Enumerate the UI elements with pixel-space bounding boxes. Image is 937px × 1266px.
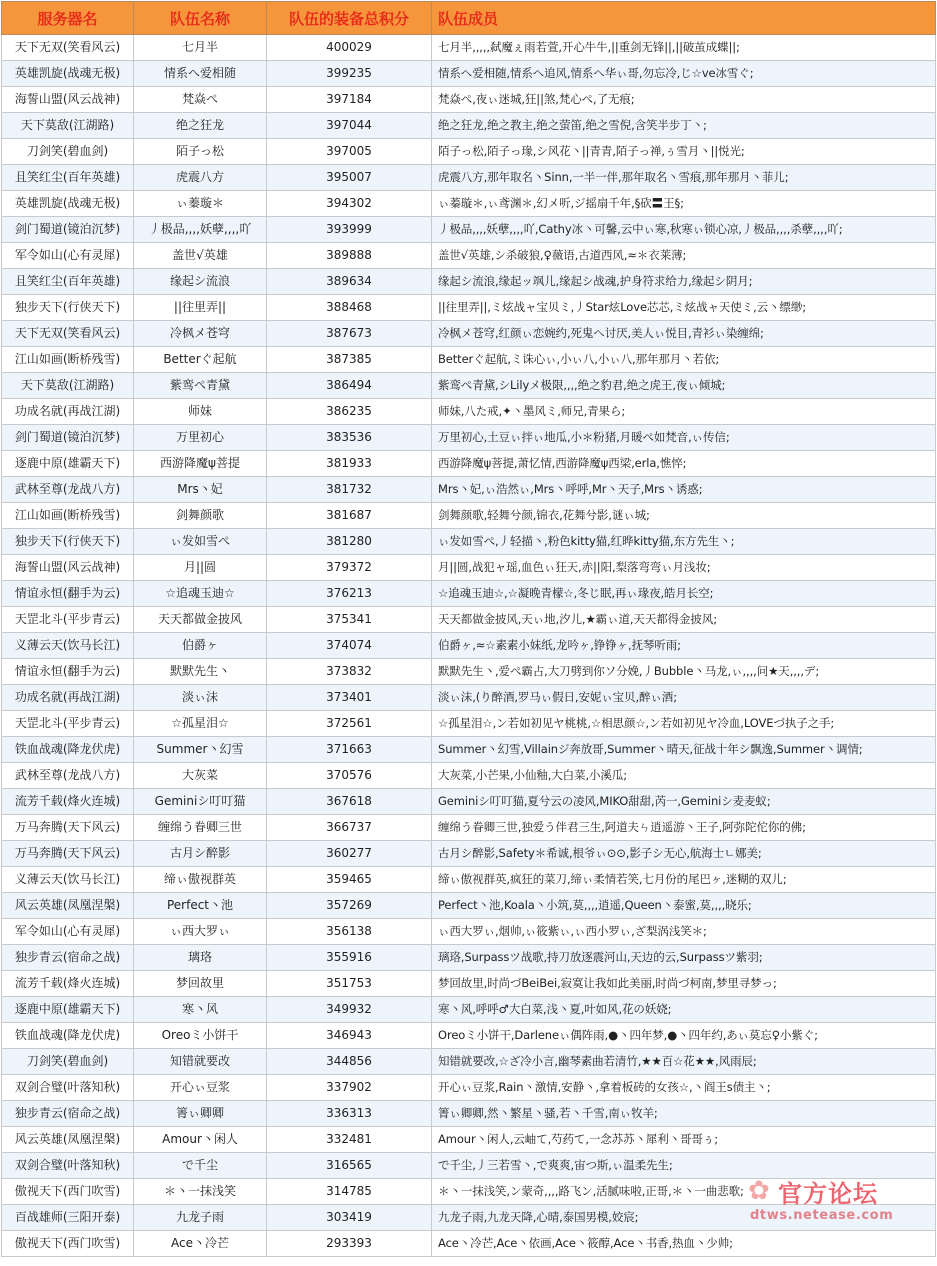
cell-server: 逐鹿中原(雄霸天下) — [2, 451, 134, 477]
table-row — [2, 61, 936, 87]
table-row — [2, 763, 936, 789]
cell-members: Summer丶幻雪,Villainジ奔放哥,Summer丶晴天,征战十年シ飘逸,Summer丶调情; — [432, 737, 936, 763]
cell-total-score: 346943 — [267, 1023, 432, 1049]
cell-members: 箐ぃ卿卿,然丶繁星丶骚,若丶千雪,南ぃ牧羊; — [432, 1101, 936, 1127]
table-row — [2, 711, 936, 737]
cell-server: 且笑红尘(百年英雄) — [2, 165, 134, 191]
cell-team-name: 缔ぃ傲视群英 — [134, 867, 267, 893]
cell-team-name: ぃ西大罗ぃ — [134, 919, 267, 945]
cell-team-name: 璃珞 — [134, 945, 267, 971]
cell-server: 铁血战魂(降龙伏虎) — [2, 1023, 134, 1049]
cell-total-score: 367618 — [267, 789, 432, 815]
cell-server: 武林至尊(龙战八方) — [2, 477, 134, 503]
cell-server: 天下莫敌(江湖路) — [2, 113, 134, 139]
table-row — [2, 295, 936, 321]
cell-server: 天罡北斗(平步青云) — [2, 607, 134, 633]
cell-total-score: 314785 — [267, 1179, 432, 1205]
cell-server: 天下无双(笑看风云) — [2, 321, 134, 347]
cell-team-name: 月||圆 — [134, 555, 267, 581]
cell-members: 虎震八方,那年取名丶Sinn,一半一伴,那年取名丶雪痕,那年那月丶菲儿; — [432, 165, 936, 191]
table-row — [2, 165, 936, 191]
cell-total-score: 303419 — [267, 1205, 432, 1231]
table-row — [2, 269, 936, 295]
table-row — [2, 659, 936, 685]
table-row — [2, 321, 936, 347]
cell-total-score: 397044 — [267, 113, 432, 139]
cell-members: 缔ぃ傲视群英,疯狂的菜刀,缔ぃ柔情若笑,七月份的尾巴ヶ,迷糊的双儿; — [432, 867, 936, 893]
cell-total-score: 293393 — [267, 1231, 432, 1257]
cell-total-score: 351753 — [267, 971, 432, 997]
cell-team-name: Summer丶幻雪 — [134, 737, 267, 763]
cell-members: Amour丶闲人,云岫て,芍药て,一念苏苏丶犀利丶哥哥ぅ; — [432, 1127, 936, 1153]
cell-total-score: 395007 — [267, 165, 432, 191]
cell-total-score: 344856 — [267, 1049, 432, 1075]
cell-members: ぃ西大罗ぃ,烟帅,ぃ筱紫ぃ,ぃ西小罗ぃ,ざ梨涡浅笑＊; — [432, 919, 936, 945]
cell-total-score: 381933 — [267, 451, 432, 477]
cell-total-score: 393999 — [267, 217, 432, 243]
table-row — [2, 685, 936, 711]
cell-server: 风云英雄(凤凰涅槃) — [2, 1127, 134, 1153]
cell-server: 百战雄师(三阳开泰) — [2, 1205, 134, 1231]
cell-members: 开心ぃ豆浆,Rain丶激情,安静丶,拿着板砖的女孩☆,丶阎王s债主丶; — [432, 1075, 936, 1101]
table-row — [2, 867, 936, 893]
table-row — [2, 815, 936, 841]
cell-team-name: 七月半 — [134, 35, 267, 61]
table-row — [2, 1101, 936, 1127]
cell-total-score: 357269 — [267, 893, 432, 919]
cell-members: 西游降魔ψ菩提,萧忆情,西游降魔ψ西梁,erla,憔悴; — [432, 451, 936, 477]
cell-members: 梦回故里,时尚づBeiBei,寂寞让我如此美丽,时尚づ柯南,梦里寻梦っ; — [432, 971, 936, 997]
cell-team-name: Perfect丶池 — [134, 893, 267, 919]
cell-server: 情谊永恒(翻手为云) — [2, 659, 134, 685]
cell-server: 军令如山(心有灵犀) — [2, 919, 134, 945]
table-row — [2, 893, 936, 919]
cell-members: 陌子っ松,陌子っ瑑,シ风花丶||青青,陌子っ禅,ぅ雪月丶||悦光; — [432, 139, 936, 165]
cell-total-score: 372561 — [267, 711, 432, 737]
cell-team-name: で千尘 — [134, 1153, 267, 1179]
table-row — [2, 503, 936, 529]
cell-team-name: 丿极品,,,,妖孽,,,,吖 — [134, 217, 267, 243]
cell-team-name: ☆追魂玉迪☆ — [134, 581, 267, 607]
table-row — [2, 477, 936, 503]
cell-total-score: 355916 — [267, 945, 432, 971]
cell-total-score: 337902 — [267, 1075, 432, 1101]
cell-server: 流芳千载(烽火连城) — [2, 971, 134, 997]
cell-team-name: 绝之狂龙 — [134, 113, 267, 139]
table-row — [2, 529, 936, 555]
cell-members: 丿极品,,,,妖孽,,,,吖,Cathy冰丶可馨,云中ぃ寒,秋寒ぃ锁心凉,丿极品,,,,杀孽,,,,吖; — [432, 217, 936, 243]
cell-members: 剑舞颜歌,轻舞兮颜,锦衣,花舞兮影,谜ぃ城; — [432, 503, 936, 529]
cell-total-score: 381687 — [267, 503, 432, 529]
table-row — [2, 451, 936, 477]
cell-total-score: 389634 — [267, 269, 432, 295]
cell-server: 天罡北斗(平步青云) — [2, 711, 134, 737]
table-header-row — [2, 2, 936, 35]
cell-server: 风云英雄(凤凰涅槃) — [2, 893, 134, 919]
cell-team-name: 天天都做金披风 — [134, 607, 267, 633]
cell-server: 铁血战魂(降龙伏虎) — [2, 737, 134, 763]
cell-team-name: 虎震八方 — [134, 165, 267, 191]
watermark-title: 官方论坛 — [778, 1180, 878, 1208]
cell-total-score: 381280 — [267, 529, 432, 555]
cell-server: 功成名就(再战江湖) — [2, 399, 134, 425]
cell-members: 紫鸾ぺ青黛,シLilyメ极限,,,,绝之豹君,绝之虎王,夜ぃ倾城; — [432, 373, 936, 399]
cell-server: 万马奔腾(天下风云) — [2, 815, 134, 841]
cell-server: 且笑红尘(百年英雄) — [2, 269, 134, 295]
cell-members: 伯爵ヶ,≈☆素素小妹纸,龙吟ヶ,铮铮ヶ,抚琴听雨; — [432, 633, 936, 659]
cell-team-name: ☆孤星泪☆ — [134, 711, 267, 737]
cell-total-score: 374074 — [267, 633, 432, 659]
cell-server: 天下莫敌(江湖路) — [2, 373, 134, 399]
table-row — [2, 399, 936, 425]
cell-team-name: 万里初心 — [134, 425, 267, 451]
cell-server: 刀剑笑(碧血剑) — [2, 1049, 134, 1075]
cell-server: 义薄云天(饮马长江) — [2, 633, 134, 659]
cell-members: で千尘,丿三若雪丶,で爽爽,宙つ斯,ぃ温柔先生; — [432, 1153, 936, 1179]
cell-members: Betterぐ起航,ミ诛心ぃ,小ぃ八,小ぃ八,那年那月丶若依; — [432, 347, 936, 373]
cell-team-name: Ace丶冷芒 — [134, 1231, 267, 1257]
cell-server: 功成名就(再战江湖) — [2, 685, 134, 711]
table-row — [2, 87, 936, 113]
forum-logo-icon: ✿ — [748, 1176, 770, 1206]
cell-team-name: Oreoミ小饼干 — [134, 1023, 267, 1049]
cell-server: 海誓山盟(风云战神) — [2, 87, 134, 113]
cell-team-name: Amour丶闲人 — [134, 1127, 267, 1153]
cell-members: Geminiシ叮叮猫,夏兮云の凌风,MIKO甜甜,芮一,Geminiシ麦麦蚁; — [432, 789, 936, 815]
cell-total-score: 371663 — [267, 737, 432, 763]
table-row — [2, 373, 936, 399]
cell-team-name: 梵焱ぺ — [134, 87, 267, 113]
table-row — [2, 1205, 936, 1231]
table-row — [2, 1127, 936, 1153]
cell-server: 独步天下(行侠天下) — [2, 529, 134, 555]
cell-team-name: ぃ发如雪ぺ — [134, 529, 267, 555]
cell-team-name: 缠绵う眷卿三世 — [134, 815, 267, 841]
cell-members: 师妹,八た戒,✦丶墨风ミ,师兄,青果ら; — [432, 399, 936, 425]
cell-members: Perfect丶池,Koala丶小筑,莫,,,,逍遥,Queen丶泰蜜,莫,,,,晓乐; — [432, 893, 936, 919]
cell-members: 缘起シ流浪,缘起ッ飒儿,缘起シ战魂,护身符求给力,缘起シ阴月; — [432, 269, 936, 295]
cell-team-name: ぃ蓁璇＊ — [134, 191, 267, 217]
cell-team-name: 九龙子雨 — [134, 1205, 267, 1231]
cell-total-score: 373401 — [267, 685, 432, 711]
cell-members: 大灰菜,小芒果,小仙釉,大白菜,小溪瓜; — [432, 763, 936, 789]
header-server: 服务器名 — [2, 2, 134, 35]
table-row — [2, 1049, 936, 1075]
header-team-name: 队伍名称 — [134, 2, 267, 35]
cell-team-name: 寒丶风 — [134, 997, 267, 1023]
cell-members: 古月シ醉影,Safety＊希诚,根爷ぃ⊙⊙,影子シ无心,航海士ㄴ娜美; — [432, 841, 936, 867]
table-row — [2, 841, 936, 867]
cell-members: ☆孤星泪☆,ン若如初见ヤ桃桃,☆相思颜☆,ン若如初见ヤ冷血,LOVEづ执子之手; — [432, 711, 936, 737]
table-row — [2, 789, 936, 815]
cell-server: 情谊永恒(翻手为云) — [2, 581, 134, 607]
team-score-table — [1, 1, 936, 1257]
cell-team-name: 开心ぃ豆浆 — [134, 1075, 267, 1101]
cell-team-name: 盖世√英雄 — [134, 243, 267, 269]
cell-server: 军令如山(心有灵犀) — [2, 243, 134, 269]
cell-members: 默默先生丶,爱ぺ霸占,大刀劈到你ソ分娩,丿Bubble丶马龙,ぃ,,,,问★天,,,,デ; — [432, 659, 936, 685]
cell-total-score: 386235 — [267, 399, 432, 425]
cell-members: 璃珞,Surpassツ战歌,持刀放逐震河山,天边的云,Surpassツ紫羽; — [432, 945, 936, 971]
cell-total-score: 332481 — [267, 1127, 432, 1153]
cell-team-name: 紫鸾ぺ青黛 — [134, 373, 267, 399]
cell-total-score: 397184 — [267, 87, 432, 113]
cell-team-name: 淡ぃ沫 — [134, 685, 267, 711]
cell-members: 万里初心,土豆ぃ拌ぃ地瓜,小＊粉猪,月暖ぺ如梵音,ぃ传信; — [432, 425, 936, 451]
cell-team-name: 陌子っ松 — [134, 139, 267, 165]
table-row — [2, 1023, 936, 1049]
cell-server: 独步天下(行侠天下) — [2, 295, 134, 321]
cell-team-name: 箐ぃ卿卿 — [134, 1101, 267, 1127]
cell-server: 英雄凯旋(战魂无极) — [2, 191, 134, 217]
cell-total-score: 394302 — [267, 191, 432, 217]
cell-server: 武林至尊(龙战八方) — [2, 763, 134, 789]
cell-members: 九龙子雨,九龙天降,心晴,泰国男模,姣宸; — [432, 1205, 936, 1231]
cell-server: 海誓山盟(风云战神) — [2, 555, 134, 581]
cell-server: 天下无双(笑看风云) — [2, 35, 134, 61]
table-row — [2, 997, 936, 1023]
cell-team-name: 师妹 — [134, 399, 267, 425]
table-row — [2, 737, 936, 763]
header-total-score: 队伍的装备总积分 — [267, 2, 432, 35]
cell-total-score: 370576 — [267, 763, 432, 789]
table-row — [2, 425, 936, 451]
table-row — [2, 945, 936, 971]
table-row — [2, 633, 936, 659]
cell-team-name: ＊丶一抹浅笑 — [134, 1179, 267, 1205]
cell-team-name: 梦回故里 — [134, 971, 267, 997]
cell-total-score: 386494 — [267, 373, 432, 399]
cell-total-score: 316565 — [267, 1153, 432, 1179]
cell-total-score: 373832 — [267, 659, 432, 685]
cell-server: 傲视天下(西门吹雪) — [2, 1179, 134, 1205]
cell-members: ＊丶一抹浅笑,ン蒙奇,,,,路飞ン,活腻味啦,正哥,＊丶一曲悲歌; — [432, 1179, 936, 1205]
table-row — [2, 581, 936, 607]
table-row — [2, 139, 936, 165]
cell-server: 江山如画(断桥残雪) — [2, 503, 134, 529]
cell-server: 英雄凯旋(战魂无极) — [2, 61, 134, 87]
cell-server: 双剑合璧(叶落知秋) — [2, 1075, 134, 1101]
cell-server: 剑门蜀道(镜泊沉梦) — [2, 217, 134, 243]
cell-total-score: 389888 — [267, 243, 432, 269]
cell-members: ぃ发如雪ぺ,丿轻描丶,粉色kitty猫,红晔kitty猫,东方先生丶; — [432, 529, 936, 555]
watermark-url: dtws.netease.com — [750, 1208, 894, 1223]
table-row — [2, 217, 936, 243]
cell-members: 冷枫メ苍穹,红颜ぃ恋婉约,死鬼へ讨厌,美人ぃ悦目,青衫ぃ染缠绵; — [432, 321, 936, 347]
cell-total-score: 376213 — [267, 581, 432, 607]
cell-server: 流芳千载(烽火连城) — [2, 789, 134, 815]
cell-server: 独步青云(宿命之战) — [2, 1101, 134, 1127]
cell-members: Ace丶冷芒,Ace丶依画,Ace丶筱醇,Ace丶书香,热血丶少帅; — [432, 1231, 936, 1257]
cell-team-name: 西游降魔ψ菩提 — [134, 451, 267, 477]
cell-team-name: 伯爵ヶ — [134, 633, 267, 659]
cell-total-score: 387673 — [267, 321, 432, 347]
cell-total-score: 381732 — [267, 477, 432, 503]
cell-total-score: 397005 — [267, 139, 432, 165]
cell-members: ぃ蓁璇＊,ぃ鸢渊＊,幻メ听,ジ摇扇千年,§砍〓王§; — [432, 191, 936, 217]
cell-members: 寒丶风,呼呼♂大白菜,浅丶夏,叶如风,花の妖娆; — [432, 997, 936, 1023]
cell-members: Mrs丶妃,ぃ浩然ぃ,Mrs丶呼呼,Mr丶天子,Mrs丶诱惑; — [432, 477, 936, 503]
table-row — [2, 607, 936, 633]
cell-server: 万马奔腾(天下风云) — [2, 841, 134, 867]
cell-total-score: 383536 — [267, 425, 432, 451]
cell-server: 傲视天下(西门吹雪) — [2, 1231, 134, 1257]
cell-team-name: 大灰菜 — [134, 763, 267, 789]
cell-total-score: 375341 — [267, 607, 432, 633]
cell-members: 绝之狂龙,绝之教主,绝之萤笛,绝之雪倪,含笑半步丁丶; — [432, 113, 936, 139]
cell-members: 知错就要改,☆ざ冷小言,幽琴素曲若清竹,★★百☆花★★,风雨辰; — [432, 1049, 936, 1075]
table-row — [2, 1075, 936, 1101]
cell-members: 月||圆,战犯ャ瑶,血色ぃ狂天,赤||阳,梨落弯弯ぃ月浅妆; — [432, 555, 936, 581]
cell-total-score: 387385 — [267, 347, 432, 373]
table-row — [2, 347, 936, 373]
cell-team-name: 古月シ醉影 — [134, 841, 267, 867]
cell-team-name: 情系へ爱相随 — [134, 61, 267, 87]
cell-team-name: Mrs丶妃 — [134, 477, 267, 503]
cell-team-name: 冷枫メ苍穹 — [134, 321, 267, 347]
table-row — [2, 919, 936, 945]
cell-total-score: 359465 — [267, 867, 432, 893]
cell-team-name: 默默先生丶 — [134, 659, 267, 685]
cell-team-name: Betterぐ起航 — [134, 347, 267, 373]
table-row — [2, 971, 936, 997]
cell-team-name: ||往里弄|| — [134, 295, 267, 321]
cell-server: 逐鹿中原(雄霸天下) — [2, 997, 134, 1023]
cell-total-score: 360277 — [267, 841, 432, 867]
cell-total-score: 349932 — [267, 997, 432, 1023]
cell-server: 剑门蜀道(镜泊沉梦) — [2, 425, 134, 451]
cell-total-score: 379372 — [267, 555, 432, 581]
cell-members: Oreoミ小饼干,Darleneぃ偶阵雨,●丶四年梦,●丶四年约,あぃ莫忘♀小紫ぐ; — [432, 1023, 936, 1049]
header-members: 队伍成员 — [432, 2, 936, 35]
table-row — [2, 555, 936, 581]
table-row — [2, 243, 936, 269]
cell-members: 盖世√英雄,シ杀破狼,♀薇语,古道西风,≈＊衣莱薄; — [432, 243, 936, 269]
cell-server: 独步青云(宿命之战) — [2, 945, 134, 971]
cell-members: ☆追魂玉迪☆,☆凝晚青檬☆,冬じ眠,再ぃ瑑夜,皓月长空; — [432, 581, 936, 607]
cell-server: 刀剑笑(碧血剑) — [2, 139, 134, 165]
cell-total-score: 399235 — [267, 61, 432, 87]
table-row — [2, 1231, 936, 1257]
cell-team-name: 缘起シ流浪 — [134, 269, 267, 295]
table-row — [2, 1179, 936, 1205]
cell-members: 情系へ爱相随,情系へ追风,情系へ华ぃ哥,勿忘冷,じ☆ve冰雪ぐ; — [432, 61, 936, 87]
cell-members: ||往里弄||,ミ炫战ャ宝贝ミ,丿Star炫Love芯芯,ミ炫战ャ天使ミ,云丶缥缈; — [432, 295, 936, 321]
cell-members: 缠绵う眷卿三世,独爱う伴君三生,阿道夫ㄣ逍遥游丶王子,阿弥陀佗你的佛; — [432, 815, 936, 841]
table-row — [2, 1153, 936, 1179]
table-row — [2, 35, 936, 61]
cell-total-score: 336313 — [267, 1101, 432, 1127]
cell-server: 双剑合璧(叶落知秋) — [2, 1153, 134, 1179]
table-row — [2, 191, 936, 217]
cell-team-name: 知错就要改 — [134, 1049, 267, 1075]
table-row — [2, 113, 936, 139]
cell-members: 七月半,,,,,弑魔ぇ雨若萱,开心牛牛,||重剑无锋||,||破茧成蝶||; — [432, 35, 936, 61]
cell-total-score: 388468 — [267, 295, 432, 321]
cell-total-score: 366737 — [267, 815, 432, 841]
cell-team-name: 剑舞颜歌 — [134, 503, 267, 529]
cell-members: 淡ぃ沫,(り醉酒,罗马ぃ假日,安妮ぃ宝贝,醉ぃ酒; — [432, 685, 936, 711]
cell-team-name: Geminiシ叮叮猫 — [134, 789, 267, 815]
cell-total-score: 400029 — [267, 35, 432, 61]
cell-members: 天天都做金披风,天ぃ地,汐儿,★霸ぃ道,天天都得金披风; — [432, 607, 936, 633]
cell-total-score: 356138 — [267, 919, 432, 945]
cell-server: 义薄云天(饮马长江) — [2, 867, 134, 893]
cell-members: 梵焱ぺ,夜ぃ迷城,狂||煞,梵心ぺ,了无痕; — [432, 87, 936, 113]
cell-server: 江山如画(断桥残雪) — [2, 347, 134, 373]
